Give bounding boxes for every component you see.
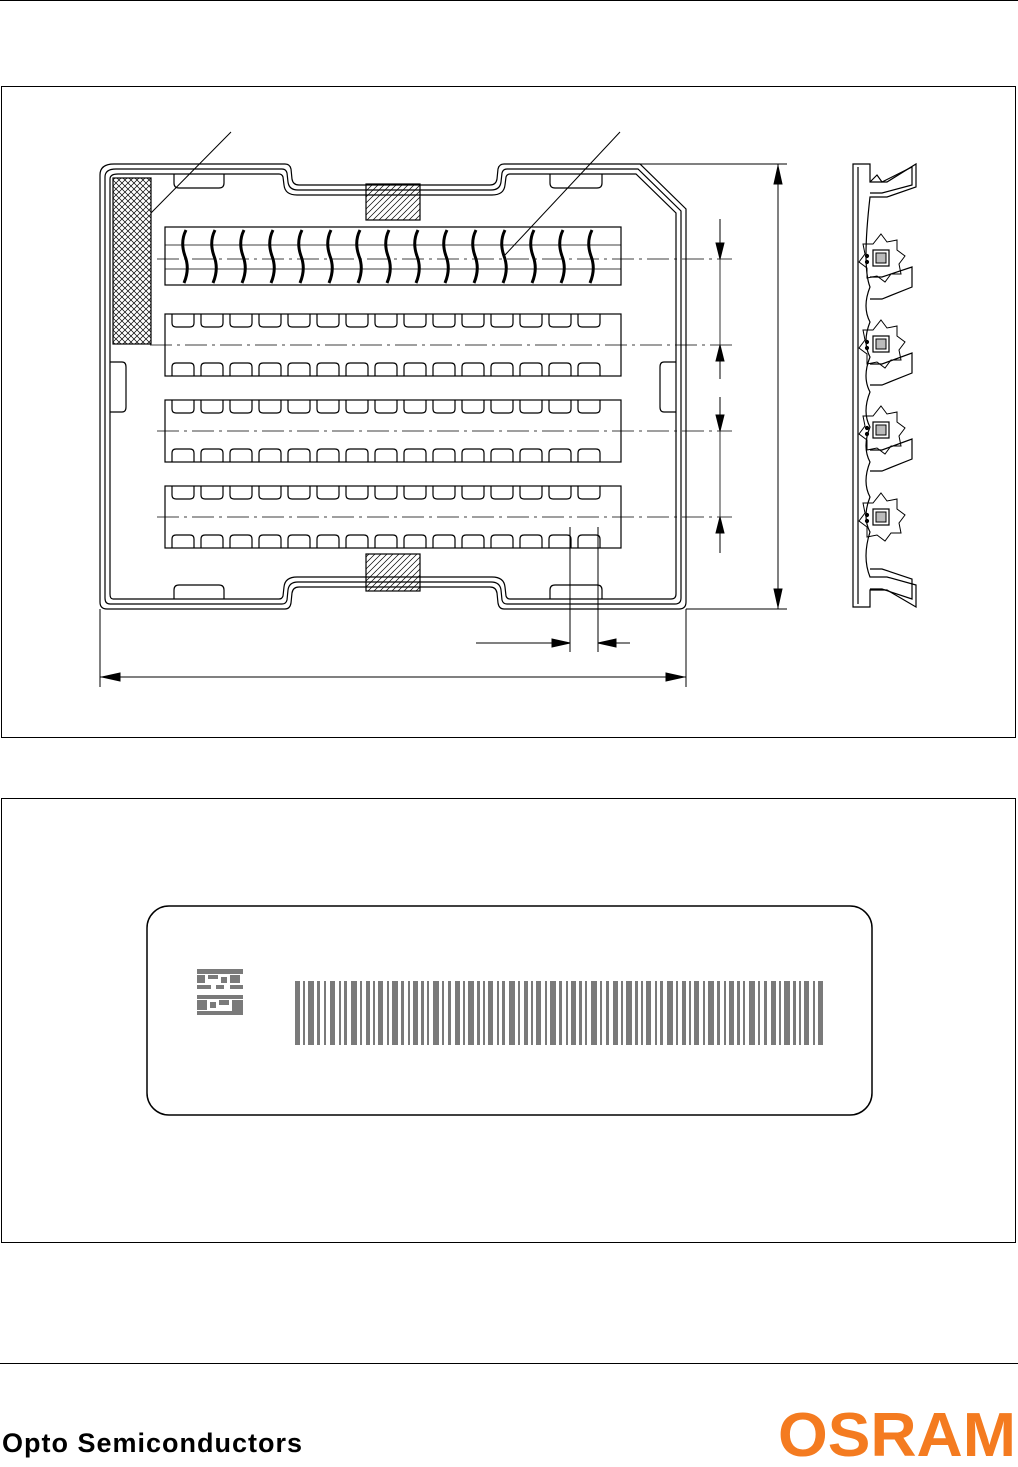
header-rule: [0, 0, 1018, 1]
company-division-text: Opto Semiconductors: [2, 1428, 304, 1458]
tray-side-view: [853, 164, 916, 607]
label-drawing: [2, 799, 1017, 1244]
tray-top-view: [100, 132, 787, 687]
label-drawing-panel: [1, 798, 1016, 1243]
2d-code: [197, 969, 243, 1015]
tray-drawing-panel: [1, 86, 1016, 738]
osram-logo: [778, 1406, 1018, 1462]
linear-barcode: [295, 981, 823, 1045]
osram-logo-text: OSRAM: [778, 1406, 1016, 1462]
tray-drawing: [2, 87, 1017, 739]
footer-rule: [0, 1363, 1018, 1364]
